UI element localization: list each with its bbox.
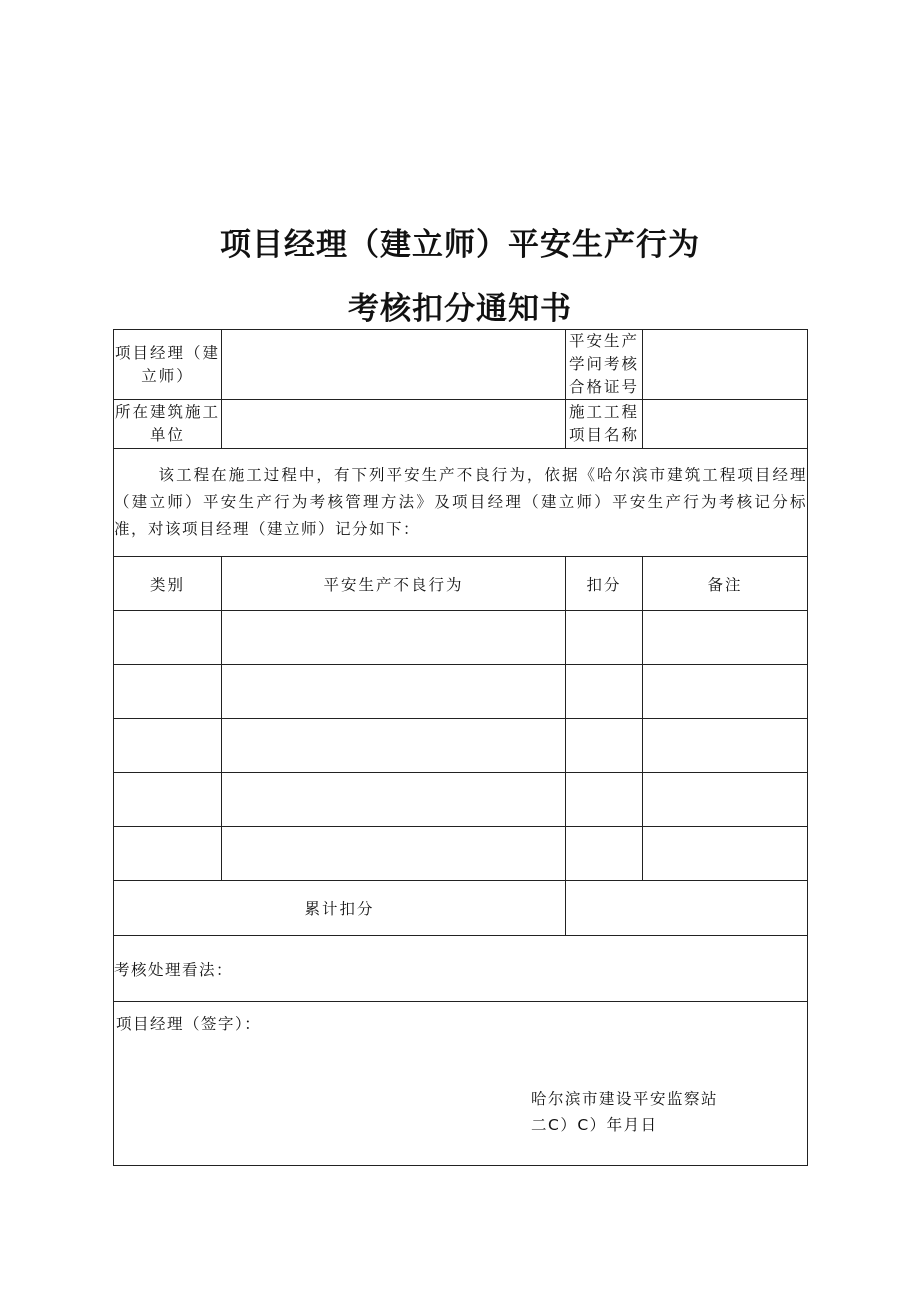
behavior-cell[interactable] [222, 665, 566, 719]
notice-form-table [113, 329, 808, 1166]
cert-label [566, 330, 643, 400]
total-value-field[interactable] [566, 881, 808, 936]
total-label: 累计扣分 [114, 881, 566, 936]
behavior-cell[interactable] [222, 719, 566, 773]
info-row-company [114, 400, 808, 449]
table-row [114, 827, 808, 881]
table-row [114, 665, 808, 719]
signature-label: 项目经理（签字）： [116, 1015, 262, 1033]
company-label: 所在建筑施工单位 [114, 400, 222, 449]
company-value-field[interactable] [222, 400, 566, 449]
opinion-field[interactable] [114, 936, 808, 1002]
info-row-manager [114, 330, 808, 400]
category-cell[interactable] [114, 611, 222, 665]
records-header-row [114, 557, 808, 611]
manager-value-field[interactable] [222, 330, 566, 400]
table-row [114, 773, 808, 827]
header-deduction: 扣分 [566, 557, 643, 611]
remarks-cell[interactable] [643, 827, 808, 881]
category-cell[interactable] [114, 665, 222, 719]
document-title-line2: 考核扣分通知书 [348, 291, 572, 327]
table-row [114, 611, 808, 665]
project-label: 施工工程项目名称 [566, 400, 643, 449]
remarks-cell[interactable] [643, 719, 808, 773]
notice-row [114, 449, 808, 557]
header-behavior: 平安生产不良行为 [222, 557, 566, 611]
issuer-name: 哈尔滨市建设平安监察站 [531, 1090, 719, 1108]
manager-label: 项目经理（建立师） [114, 330, 222, 400]
deduction-cell[interactable] [566, 719, 643, 773]
cert-label-text: 平安生产学问考核合格证号 [568, 332, 639, 396]
opinion-row [114, 936, 808, 1002]
cert-value-field[interactable] [643, 330, 808, 400]
opinion-label: 考核处理看法： [114, 960, 234, 979]
remarks-cell[interactable] [643, 665, 808, 719]
deduction-cell[interactable] [566, 773, 643, 827]
deduction-cell[interactable] [566, 665, 643, 719]
category-cell[interactable] [114, 773, 222, 827]
header-remarks: 备注 [643, 557, 808, 611]
notice-paragraph [114, 449, 808, 557]
issue-date: 二C）C）年月日 [531, 1116, 658, 1134]
behavior-cell[interactable] [222, 773, 566, 827]
deduction-cell[interactable] [566, 611, 643, 665]
document-title-line1: 项目经理（建立师）平安生产行为 [220, 227, 700, 263]
notice-text: 该工程在施工过程中，有下列平安生产不良行为，依据《哈尔滨市建筑工程项目经理（建立师）平安生产行为考核管理方法》及项目经理（建立师）平安生产行为考核记分标准，对该项目经理（建立师）记分如下： [114, 466, 807, 538]
header-category: 类别 [114, 557, 222, 611]
category-cell[interactable] [114, 827, 222, 881]
behavior-cell[interactable] [222, 611, 566, 665]
deduction-cell[interactable] [566, 827, 643, 881]
behavior-cell[interactable] [222, 827, 566, 881]
table-row [114, 719, 808, 773]
category-cell[interactable] [114, 719, 222, 773]
project-value-field[interactable] [643, 400, 808, 449]
total-row [114, 881, 808, 936]
remarks-cell[interactable] [643, 773, 808, 827]
signature-row [114, 1002, 808, 1166]
remarks-cell[interactable] [643, 611, 808, 665]
signature-cell[interactable] [114, 1002, 808, 1166]
